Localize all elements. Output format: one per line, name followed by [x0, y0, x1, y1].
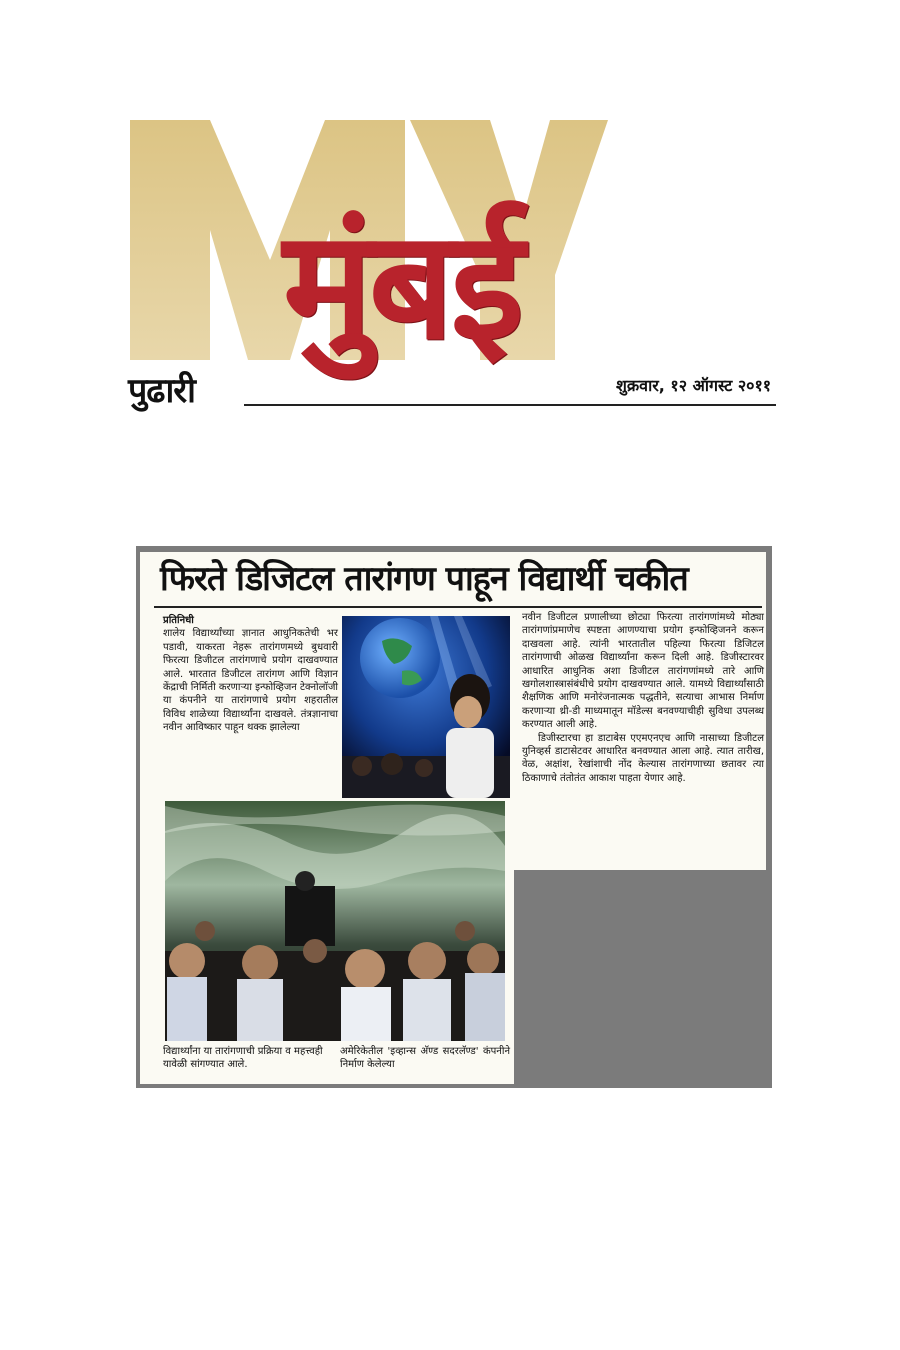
article-left-column	[163, 614, 338, 735]
mumbai-title: मुंबई	[283, 197, 521, 373]
photo-caption: विद्यार्थ्यांना या तारांगणाची प्रक्रिया व महत्त्वही यावेळी सांगण्यात आले.	[163, 1046, 323, 1071]
planetarium-globe-photo	[342, 616, 510, 798]
issue-date: शुक्रवार, १२ ऑगस्ट २०११	[616, 376, 772, 395]
left-column-text: शालेय विद्यार्थ्यांच्या ज्ञानात आधुनिकतेची भर पडावी, याकरता नेहरू तारांगणमध्ये बुधवारी फिरत्या डिजीटल तारांगणाचे प्रयोग दाखवण्यात आले. भारतात डिजीटल तारांगण आणि विज्ञान केंद्राची निर्मिती करणाऱ्या इन्फोव्हिजन टेक्नोलॉजी या कंपनीने या तारांगणाचे प्रयोग शहरातील विविध शाळेच्या विद्यार्थ्यांना दाखवले. तंत्रज्ञानाचा नवीन आविष्कार पाहून थक्क झालेल्या	[163, 628, 339, 734]
article-headline: फिरते डिजिटल तारांगण पाहून विद्यार्थी चकीत	[160, 559, 688, 599]
pudhari-logo: पुढारी	[128, 371, 195, 411]
masthead-rule	[244, 404, 776, 406]
bottom-column-text: अमेरिकेतील 'इव्हान्स अ‍ॅण्ड सदरलॅण्ड' कंपनीने निर्माण केलेल्या	[340, 1046, 510, 1071]
headline-rule	[154, 606, 762, 608]
right-paragraph-1: नवीन डिजीटल प्रणालीच्या छोट्या फिरत्या तारांगणांमध्ये मोठ्या तारांगणांप्रमाणेच स्पष्टता आणण्याचा प्रयोग इन्फोव्हिजनने करून दाखवला आहे. त्यांनी भारतातील पहिल्या फिरत्या डिजिटल तारांगणाची ओळख विद्यार्थ्यांना करून दिली आहे. डिजीस्टारवर आधारित आधुनिक अशा डिजीटल तारांगणांमध्ये तारे आणि खगोलशास्त्रासंबंधीचे प्रयोग दाखवण्यात आले. यामध्ये विद्यार्थ्यांसाठी शैक्षणिक आणि मनोरंजनात्मक पद्धतीने, सत्याचा आभास निर्माण करणाऱ्या थ्री-डी माध्यमातून मॉडेल्स बनवण्याचीही सुविधा उपलब्ध करण्यात आली आहे.	[522, 612, 764, 731]
article-right-column	[522, 611, 764, 785]
students-watching-dome-photo	[165, 801, 505, 1041]
right-paragraph-2: डिजीस्टारचा हा डाटाबेस एएमएनएच आणि नासाच्या डिजीटल युनिव्हर्स डाटासेटवर आधारित बनवण्यात आला आहे. त्यात तारीख, वेळ, अक्षांश, रेखांशाची नोंद केल्यास तारांगणाच्या छतावर त्या ठिकाणाचे तंतोतंत आकाश पाहता येणार आहे.	[522, 732, 764, 784]
article-byline: प्रतिनिधी	[163, 615, 194, 626]
masthead	[0, 0, 900, 430]
